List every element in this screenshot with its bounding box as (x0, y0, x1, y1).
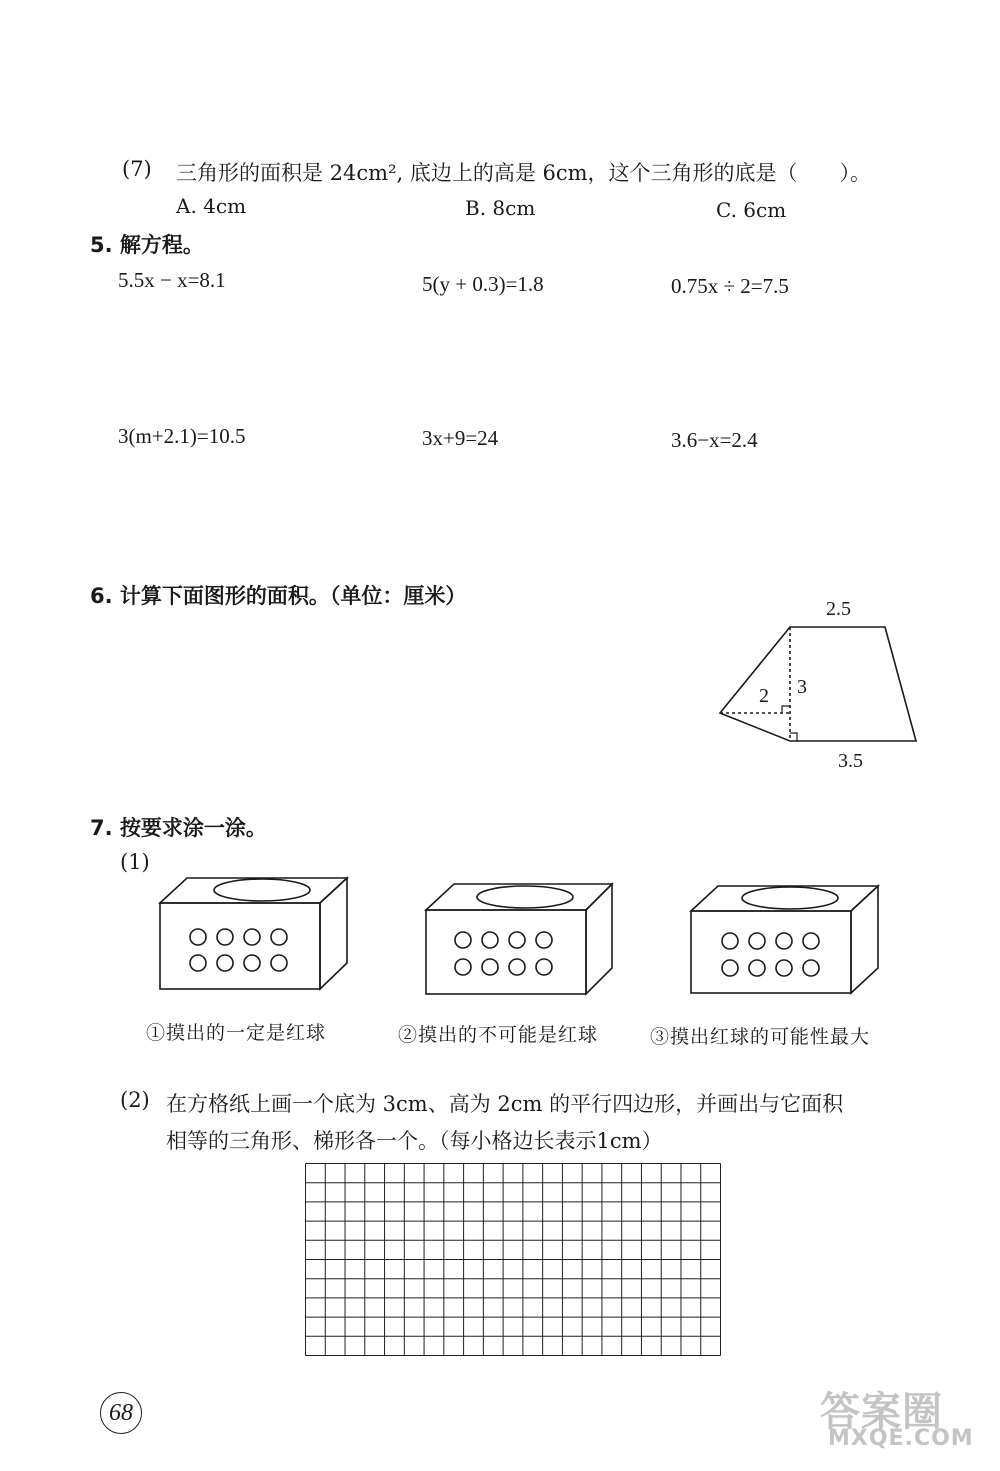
equation-4: 3(m+2.1)=10.5 (118, 424, 246, 448)
q7-option-a: A. 4cm (176, 194, 247, 218)
triangle-height-label: 2 (759, 685, 769, 707)
ball-box-2 (426, 884, 612, 994)
section-5-title: 5. 解方程。 (90, 233, 204, 257)
sub-question-2-line-2: 相等的三角形、梯形各一个。（每小格边长表示1cm） (166, 1129, 663, 1153)
section-7-title: 7. 按要求涂一涂。 (90, 816, 267, 840)
ball-box-3 (691, 886, 878, 993)
q7-number: (7) (122, 157, 152, 181)
ball-box-1 (160, 878, 347, 989)
q7-option-c: C. 6cm (716, 198, 787, 222)
trapezoid-top-label: 2.5 (826, 598, 851, 620)
equation-3: 0.75x ÷ 2=7.5 (671, 274, 789, 298)
equation-5: 3x+9=24 (422, 426, 499, 450)
watermark-url: MXQE.COM (828, 1426, 974, 1451)
equation-6: 3.6−x=2.4 (671, 428, 758, 452)
box-caption-1: ①摸出的一定是红球 (146, 1022, 327, 1044)
watermark-main-text: 答案圈 (820, 1389, 943, 1435)
q7-option-b: B. 8cm (465, 196, 536, 220)
section-6-title: 6. 计算下面图形的面积。（单位：厘米） (90, 584, 467, 608)
sub-question-1-number: (1) (120, 850, 150, 874)
q7-text: 三角形的面积是 24cm², 底边上的高是 6cm，这个三角形的底是（ ）。 (176, 161, 872, 185)
trapezoid-height-label: 3 (797, 676, 807, 698)
sub-question-2-number: (2) (120, 1088, 150, 1112)
sub-question-2-line-1: 在方格纸上画一个底为 3cm、高为 2cm 的平行四边形，并画出与它面积 (166, 1092, 844, 1116)
equation-1: 5.5x − x=8.1 (118, 268, 226, 292)
equation-2: 5(y + 0.3)=1.8 (422, 272, 544, 296)
page-number: 68 (100, 1392, 142, 1434)
box-caption-2: ②摸出的不可能是红球 (398, 1024, 599, 1046)
trapezoid-bottom-label: 3.5 (838, 750, 863, 772)
watermark-logo (820, 1380, 990, 1460)
grid-paper[interactable] (305, 1163, 721, 1356)
box-caption-3: ③摸出红球的可能性最大 (650, 1026, 871, 1048)
